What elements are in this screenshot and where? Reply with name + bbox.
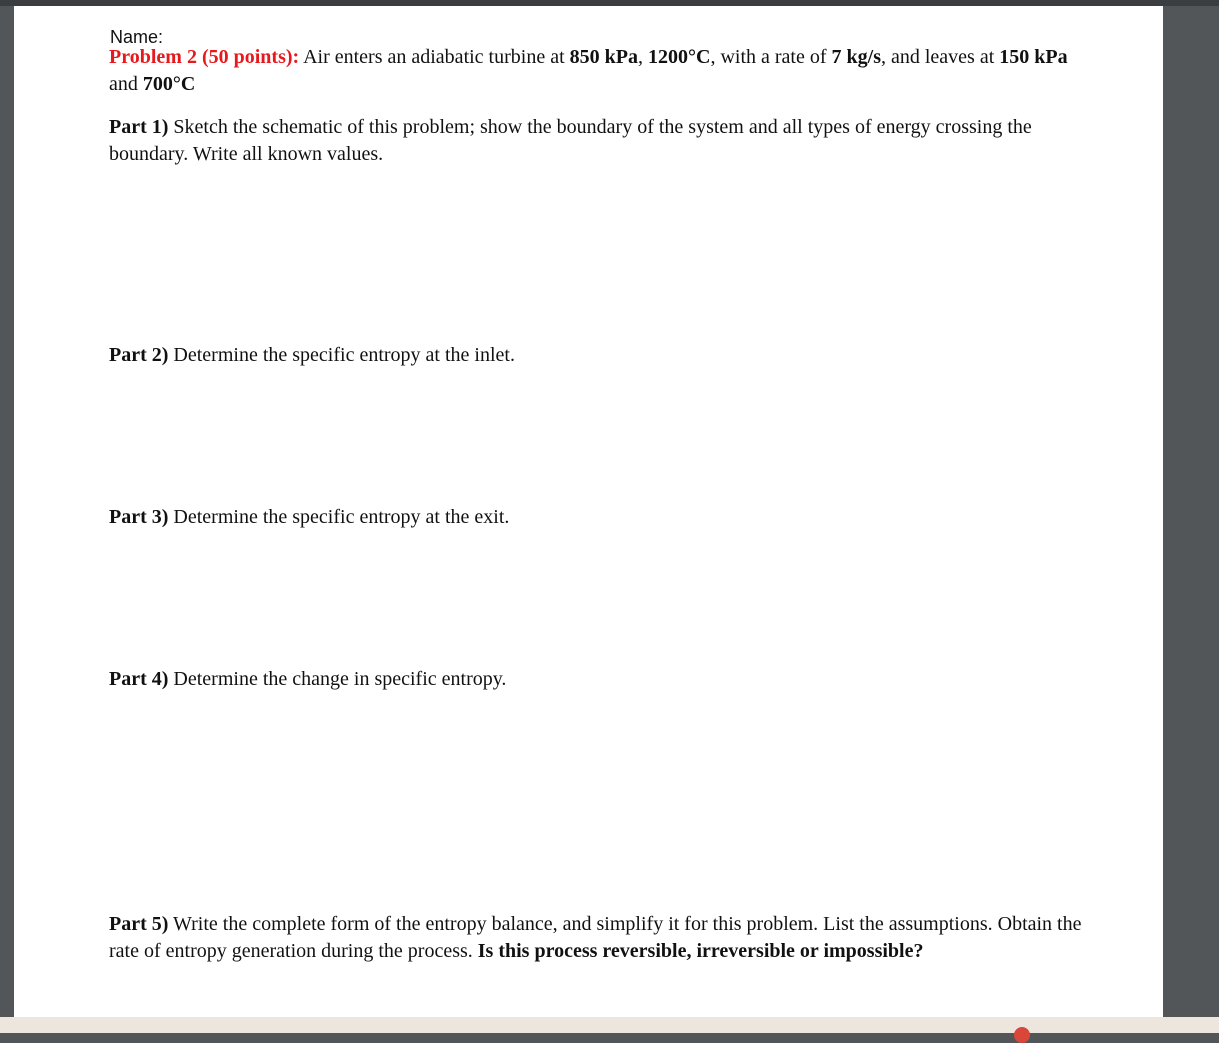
part-1: [109, 114, 1084, 168]
problem-text: , and leaves at: [880, 46, 1000, 68]
exit-pressure: 150 kPa: [999, 46, 1068, 68]
part-text: Determine the specific entropy at the inlet.: [168, 344, 515, 366]
part-5: [109, 911, 1084, 965]
notification-dot: [1014, 1027, 1030, 1043]
part-question: Is this process reversible, irreversible or impossible?: [477, 940, 924, 962]
document-page: [14, 6, 1163, 1017]
part-4: [109, 666, 1084, 693]
part-label: Part 1): [109, 116, 169, 138]
part-label: Part 3): [109, 506, 169, 528]
part-text: Determine the specific entropy at the exit.: [168, 506, 510, 528]
problem-statement: [109, 44, 1084, 98]
problem-text: ,: [637, 46, 648, 68]
inlet-pressure: 850 kPa: [569, 46, 638, 68]
part-text: Write the complete form of the entropy balance, and simplify it for this problem. List the assumptions. Obtain the rate of entropy generation during the process.: [109, 913, 1082, 962]
problem-text: and: [109, 73, 143, 95]
part-label: Part 5): [109, 913, 169, 935]
name-label: Name:: [110, 27, 164, 47]
exit-temperature: 700°C: [142, 73, 196, 95]
problem-text: , with a rate of: [710, 46, 832, 68]
part-2: [109, 342, 1084, 369]
part-label: Part 4): [109, 668, 169, 690]
problem-text: Air enters an adiabatic turbine at: [299, 46, 570, 68]
bottom-strip: [0, 1017, 1219, 1033]
problem-heading: Problem 2 (50 points):: [109, 46, 300, 68]
mass-flow-rate: 7 kg/s: [831, 46, 881, 68]
inlet-temperature: 1200°C: [647, 46, 711, 68]
part-label: Part 2): [109, 344, 169, 366]
part-text: Determine the change in specific entropy.: [168, 668, 507, 690]
part-3: [109, 504, 1084, 531]
part-text: Sketch the schematic of this problem; show the boundary of the system and all types of energy crossing the boundary. Write all known values.: [109, 116, 1032, 165]
